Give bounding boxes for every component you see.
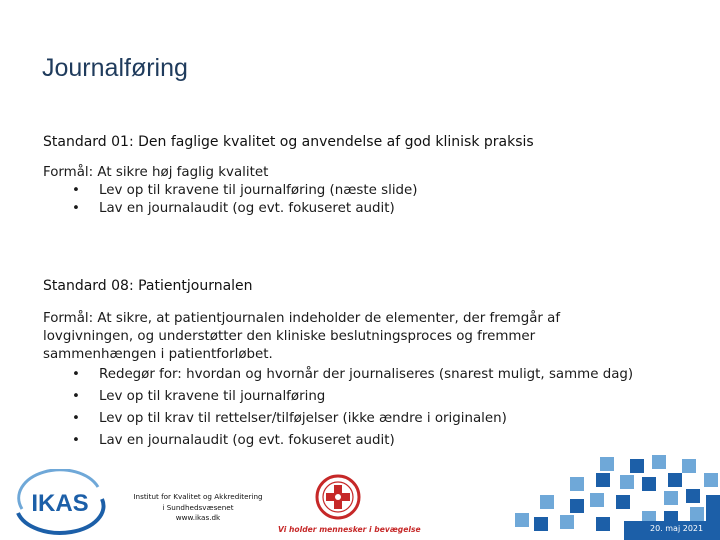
hospital-motto: Vi holder mennesker i bevægelse (278, 525, 421, 534)
section2-purpose-line: sammenhængen i patientforløbet. (43, 346, 273, 362)
slide-date: 20. maj 2021 (650, 524, 704, 533)
section1-purpose: Formål: At sikre høj faglig kvalitet (43, 165, 269, 180)
ikas-logo (8, 469, 112, 535)
list-item: • Lev op til kravene til journalføring (43, 388, 683, 406)
slide-title: Journalføring (42, 54, 188, 82)
org-name-line: Institut for Kvalitet og Akkreditering (133, 492, 263, 501)
ikas-logo-text: IKAS (31, 490, 89, 517)
section1-bullet-list (43, 182, 683, 218)
list-item: • Lav en journalaudit (og evt. fokuseret audit) (43, 200, 683, 218)
list-item: • Lav en journalaudit (og evt. fokuseret audit) (43, 432, 683, 450)
org-info (118, 492, 278, 524)
hospital-seal-icon (315, 474, 361, 520)
list-item: • Redegør for: hvordan og hvornår der journaliseres (snarest muligt, samme dag) (43, 366, 683, 384)
list-item: • Lev op til krav til rettelser/tilføjelser (ikke ændre i originalen) (43, 410, 683, 428)
section2-purpose-line: Formål: At sikre, at patientjournalen indeholder de elementer, der fremgår af (43, 311, 561, 326)
section2-purpose-line: lovgivningen, og understøtter den kliniske beslutningsproces og fremmer (43, 328, 536, 344)
section1-heading: Standard 01: Den faglige kvalitet og anvendelse af god klinisk praksis (43, 134, 534, 150)
org-website: www.ikas.dk (175, 513, 221, 522)
section2-bullet-list (43, 366, 683, 449)
org-name-line: i Sundhedsvæsenet (162, 502, 234, 512)
section2-body (43, 310, 683, 450)
list-item: • Lev op til kravene til journalføring (næste slide) (43, 182, 683, 200)
section1-body (43, 164, 683, 217)
section2-heading: Standard 08: Patientjournalen (43, 278, 253, 294)
